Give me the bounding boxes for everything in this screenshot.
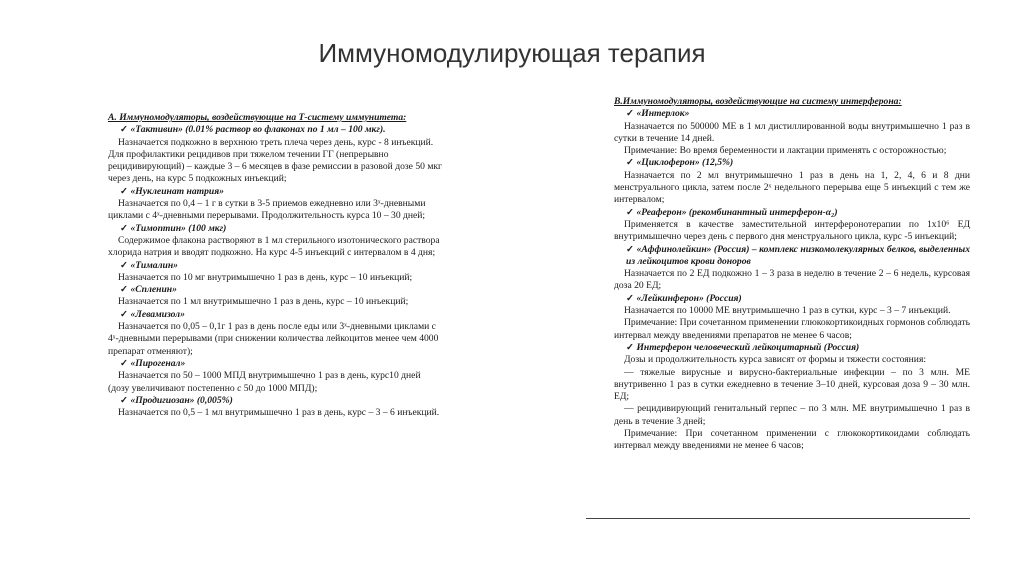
drug-name [108, 186, 444, 198]
instruction-text: Назначается по 2 мл внутримышечно 1 раз в день на 1, 2, 4, 6 и 8 дни менструального цикла, затем после 2ˣ недельного перерыва еще 5 инъекций с тем же интервалом; [614, 169, 970, 206]
section-heading-a: А. Иммуномодуляторы, воздействующие на Т-систему иммунитета: [108, 112, 407, 123]
checkmark-icon: ✓ [120, 308, 131, 320]
drug-name [614, 207, 970, 219]
left-lines [108, 124, 444, 419]
drug-name-text: Интерферон человеческий лейкоцитарный (Россия) [636, 341, 860, 353]
instruction-text: Назначается по 10 мг внутримышечно 1 раз в день, курс – 10 инъекций; [118, 271, 413, 283]
instruction-text: Назначается по 0,05 – 0,1г 1 раз в день после еды или 3ˣ-дневными циклами с 4ˣ-дневными перерывами (при снижении количества лейкоцитов менее чем 4000 препарат отменяют); [108, 321, 439, 357]
instruction-text: Примечание: При сочетанном применении глюкокортикоидных гормонов соблюдать интервал между введениями препаратов не менее 6 часов; [614, 317, 970, 341]
drug-name [108, 358, 444, 370]
drug-name-text: «Спленин» [130, 284, 177, 296]
checkmark-icon: ✓ [120, 259, 131, 271]
instruction-text: Применяется в качестве заместительной интерферонотерапии по 1х10⁶ ЕД внутримышечно через день с первого дня менструального цикла, курс -5 инъекций; [614, 218, 970, 243]
instruction-text: Назначается по 10000 МЕ внутримышечно 1 раз в сутки, курс – 3 – 7 инъекций. [624, 305, 951, 317]
right-column [614, 96, 970, 453]
instruction-text: Назначается по 0,4 – 1 г в сутки в 3-5 приемов ежедневно или 3ˣ-дневными циклами с 4ˣ-дневными перерывами. Продолжительность курса 10 – 30 дней; [108, 198, 426, 222]
drug-name-text: «Левамизол» [130, 308, 185, 320]
checkmark-icon: ✓ [120, 394, 131, 406]
instruction-text: Примечание: При сочетанном применении с глюкокортикоидами соблюдать интервал между введениями не менее 6 часов; [614, 428, 970, 452]
drug-name-text: «Тималин» [130, 259, 178, 271]
drug-name-text: «Пирогенал» [130, 357, 186, 369]
left-column [108, 112, 444, 419]
checkmark-icon: ✓ [626, 292, 637, 304]
bottom-rule [586, 518, 970, 519]
checkmark-icon: ✓ [120, 357, 131, 369]
drug-name-text: «Тимоптин» (100 мкг) [130, 222, 227, 234]
checkmark-icon: ✓ [626, 206, 637, 218]
instruction-text: Содержимое флакона растворяют в 1 мл стерильного изотонического раствора хлорида натрия и вводят подкожно. На курс 4-5 инъекций с интервалом в 4 дня; [108, 234, 440, 259]
drug-name [108, 223, 444, 235]
drug-name [614, 342, 970, 354]
drug-name-text: «Циклоферон» (12,5%) [636, 157, 734, 169]
drug-name [108, 124, 444, 136]
drug-name-text: «Аффинолейкин» (Россия) – комплекс низкомолекулярных белков, выделенных из лейкоцитов крови доноров [626, 243, 971, 267]
drug-name-text: «Реаферон» (рекомбинантный интерферон-α₂) [636, 206, 838, 218]
instruction-text: Назначается по 50 – 1000 МПД внутримышечно 1 раз в день, курс10 дней (дозу увеличивают постепенно с 50 до 1000 МПД); [108, 370, 421, 394]
checkmark-icon: ✓ [120, 185, 131, 197]
checkmark-icon: ✓ [626, 341, 637, 353]
instruction-text: Назначается по 500000 МЕ в 1 мл дистиллированной воды внутримышечно 1 раз в сутки в течение 14 дней. [614, 120, 970, 144]
drug-name [614, 293, 970, 305]
checkmark-icon: ✓ [626, 157, 637, 169]
instruction-text: — тяжелые вирусные и вирусно-бактериальные инфекции – по 3 млн. МЕ внутривенно 1 раз в сутки ежедневно в течение 3–10 дней, курсовая доза 9 – 30 млн. ЕД; [614, 366, 970, 403]
section-heading-b: В.Иммуномодуляторы, воздействующие на систему интерферона: [614, 96, 902, 107]
drug-name [108, 284, 444, 296]
drug-name-text: «Нуклеинат натрия» [130, 185, 224, 197]
drug-name-text: «Продигиозан» (0,005%) [130, 394, 233, 406]
checkmark-icon: ✓ [626, 108, 637, 120]
instruction-text: Назначается подкожно в верхнюю треть плеча через день, курс - 8 инъекций. Для профилактики рецидивов при тяжелом течении ГГ (непрерывно рецидивирующий) – каждые 3 – 6 месяцев в фазе ремиссии в разовой дозе 50 мкг через день, на курс 5 подкожных инъекций; [108, 136, 442, 185]
slide-title: Иммуномодулирующая терапия [318, 38, 706, 68]
right-lines [614, 108, 970, 452]
drug-name-text: «Тактивин» (0.01% раствор во флаконах по 1 мл – 100 мкг). [130, 124, 386, 136]
drug-name [108, 309, 444, 321]
checkmark-icon: ✓ [120, 124, 131, 136]
checkmark-icon: ✓ [120, 284, 131, 296]
instruction-text: Назначается по 0,5 – 1 мл внутримышечно 1 раз в день, курс – 3 – 6 инъекций. [118, 407, 440, 419]
checkmark-icon: ✓ [120, 222, 131, 234]
drug-name [614, 157, 970, 169]
instruction-text: Дозы и продолжительность курса зависят от формы и тяжести состояния: [624, 354, 927, 366]
drug-name [614, 244, 970, 269]
instruction-text: — рецидивирующий генитальный герпес – по 3 млн. МЕ внутримышечно 1 раз в день в течение 3 дней; [614, 403, 970, 427]
instruction-text: Назначается по 1 мл внутримышечно 1 раз в день, курс – 10 инъекций; [118, 296, 409, 308]
drug-name-text: «Лейкинферон» (Россия) [636, 292, 742, 304]
drug-name-text: «Интерлок» [636, 108, 690, 120]
instruction-text: Назначается по 2 ЕД подкожно 1 – 3 раза в неделю в течение 2 – 6 недель, курсовая доза 20 ЕД; [614, 268, 970, 292]
drug-name [108, 260, 444, 272]
checkmark-icon: ✓ [626, 243, 637, 255]
drug-name [108, 395, 444, 407]
drug-name [614, 108, 970, 120]
instruction-text: Примечание: Во время беременности и лактации применять с осторожностью; [624, 145, 947, 157]
